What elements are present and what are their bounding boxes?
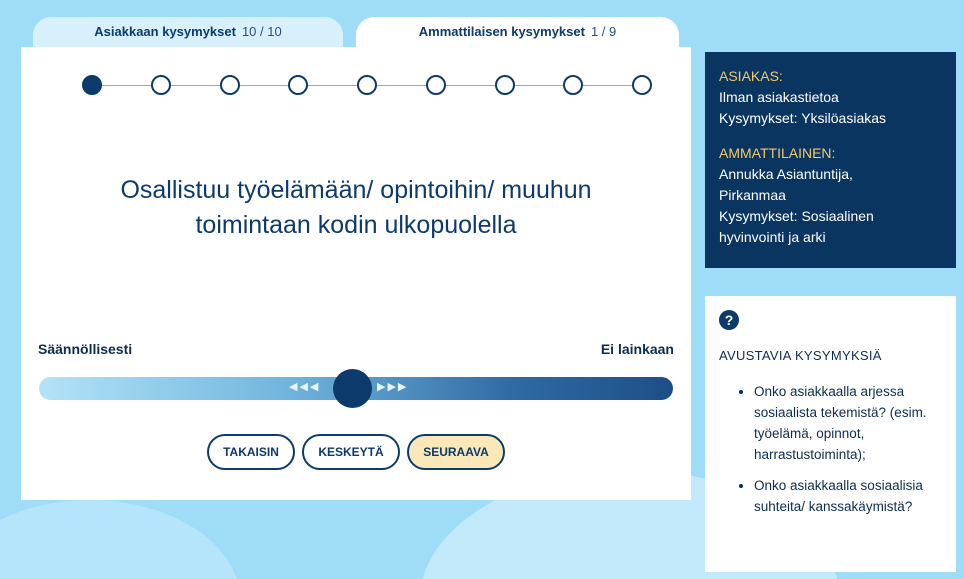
step-2 <box>151 75 171 95</box>
professional-heading: AMMATTILAINEN: <box>719 145 836 161</box>
answer-slider-thumb[interactable] <box>333 369 372 408</box>
professional-questions-line-1: Kysymykset: Sosiaalinen <box>719 208 874 224</box>
back-button[interactable]: TAKAISIN <box>207 434 295 470</box>
tab-professional-count: 1 / 9 <box>590 24 617 39</box>
slider-right-arrows-icon: ▶▶▶ <box>377 381 409 393</box>
session-info-panel <box>705 52 956 268</box>
progress-steps <box>82 75 652 97</box>
question-card <box>21 47 691 500</box>
step-5 <box>357 75 377 95</box>
slider-left-arrows-icon: ◀◀◀ <box>289 381 321 393</box>
step-6 <box>426 75 446 95</box>
slider-right-label: Ei lainkaan <box>600 341 674 357</box>
professional-name-line-1: Annukka Asiantuntija, <box>719 166 853 182</box>
step-7 <box>495 75 515 95</box>
question-line-1: Osallistuu työelämään/ opintoihin/ muuhun <box>120 176 592 204</box>
professional-name-line-2: Pirkanmaa <box>719 187 786 203</box>
tab-professional-label: Ammattilaisen kysymykset <box>418 24 585 39</box>
help-title: AVUSTAVIA KYSYMYKSIÄ <box>719 348 882 363</box>
background-shape <box>0 500 240 579</box>
tab-client-label: Asiakkaan kysymykset <box>94 24 236 39</box>
client-name: Ilman asiakastietoa <box>719 89 839 105</box>
step-1 <box>82 75 102 95</box>
help-question-item: • Onko asiakkaalla sosiaalisia suhteita/ kanssakäymistä? <box>754 475 942 517</box>
question-text <box>51 173 661 243</box>
step-3 <box>220 75 240 95</box>
step-9 <box>632 75 652 95</box>
pause-button[interactable]: KESKEYTÄ <box>302 434 400 470</box>
help-panel <box>705 296 956 572</box>
help-question-list <box>719 381 942 517</box>
question-line-2: toimintaan kodin ulkopuolella <box>195 211 517 239</box>
help-icon[interactable]: ? <box>719 310 739 330</box>
step-4 <box>288 75 308 95</box>
professional-questions-line-2: hyvinvointi ja arki <box>719 229 826 245</box>
tab-client-count: 10 / 10 <box>241 24 282 39</box>
next-button[interactable]: SEURAAVA <box>407 434 505 470</box>
client-heading: ASIAKAS: <box>719 68 783 84</box>
step-8 <box>563 75 583 95</box>
slider-left-label: Säännöllisesti <box>38 341 133 357</box>
client-questions: Kysymykset: Yksilöasiakas <box>719 110 887 126</box>
help-question-item: • Onko asiakkaalla arjessa sosiaalista tekemistä? (esim. työelämä, opinnot, harrastustoiminta); <box>754 381 942 465</box>
